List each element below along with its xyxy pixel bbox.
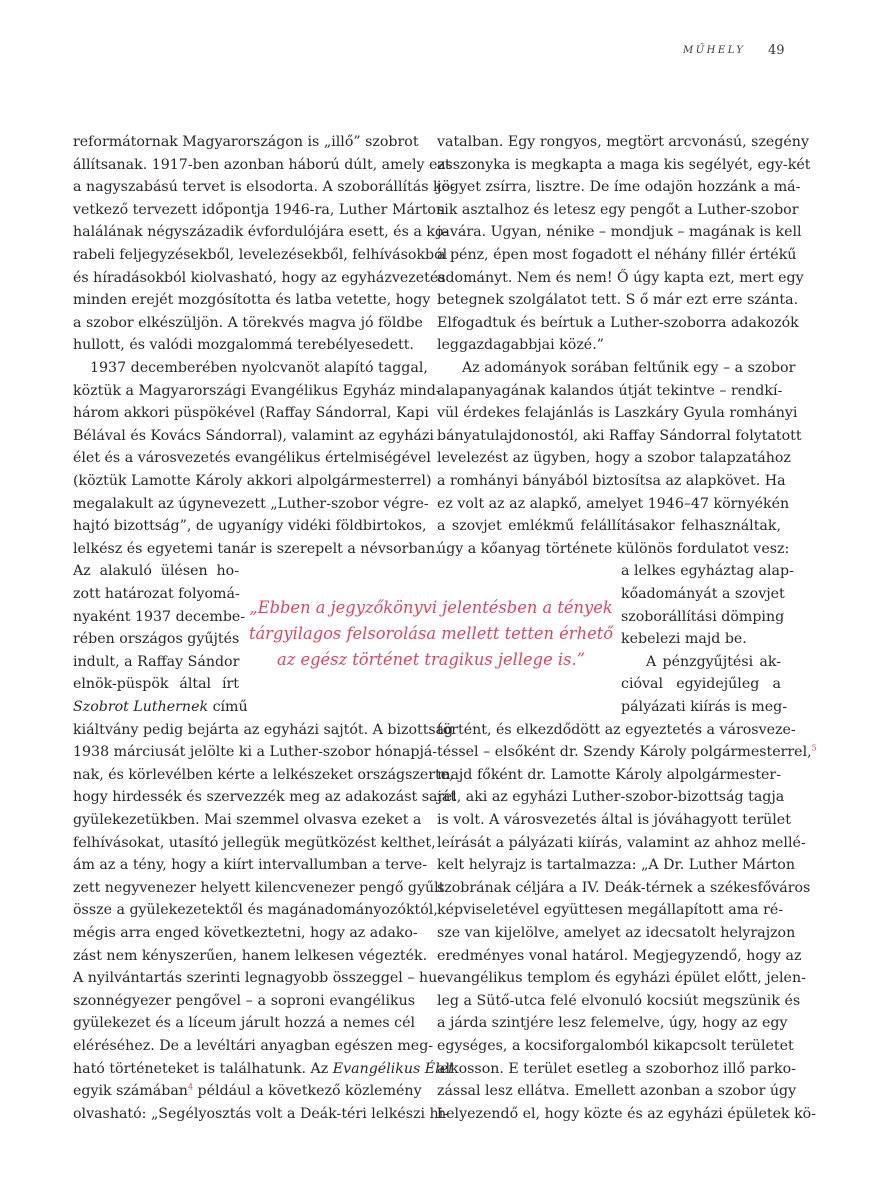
text-line: köztük a Magyarországi Evangélikus Egyház mind- [73, 382, 441, 399]
text-line: leg a Sütő-utca felé elvonuló kocsiút megszünik és [437, 992, 801, 1009]
text-line: rabeli feljegyzésekből, levelezésekből, felhívásokból [73, 247, 448, 263]
text-line: kőadományát a szovjet [621, 586, 785, 602]
text-line: felhívásokat, utasító jellegük megütközést kelthet, [73, 834, 436, 851]
page-number: 49 [768, 43, 785, 58]
text-line: képviseletével együttesen megállapított ama ré- [437, 902, 784, 919]
text-line: hajtó bizottság”, de ugyanígy vidéki földbirtokos, [73, 518, 427, 535]
text-line: 1938 márciusát jelölte ki a Luther-szobor hónapjá- [73, 744, 438, 761]
text-line: bányatulajdonostól, aki Raffay Sándorral folytatott [437, 427, 802, 444]
text-line: indult, a Raffay Sándor [73, 653, 240, 670]
text-line: pályázati kiírás is meg- [621, 699, 787, 715]
text-line: sze van kijelölve, amelyet az idecsatolt helyrajzon [437, 925, 796, 941]
text-line: szoborállítási dömping [621, 608, 785, 625]
text-line: jegyet zsírra, lisztre. De íme odajön hozzánk a má- [437, 179, 801, 196]
text-line: cióval egyidejűleg a [621, 676, 781, 693]
pull-quote-line: „Ebben a jegyzőkönyvi jelentésben a tények [249, 598, 613, 617]
text-line: betegnek szolgálatot tett. S ő már ezt erre szánta. [437, 292, 799, 309]
text-span: egyik számában [73, 1083, 188, 1100]
footnote-ref-4[interactable]: 4 [187, 1082, 194, 1092]
text-line: gyülekezet és a líceum járult hozzá a nemes cél [73, 1015, 416, 1032]
text-line: ám az a tény, hogy a kiírt intervallumban a terve- [73, 857, 428, 874]
journal-title: Evangélikus Élet [332, 1060, 454, 1077]
text-line: zett negyvenezer helyett kilencvenezer pengő gyűlt [73, 879, 445, 896]
paragraph-first-line: Az adományok sorában feltűnik egy – a szobor [462, 360, 796, 376]
text-line: evangélikus templom és egyházi épület előtt, jelen- [437, 970, 806, 987]
text-line: történt, és elkezdődött az egyeztetés a városveze- [437, 721, 796, 738]
text-line: is volt. A városvezetés által is jóváhagyott terület [437, 812, 791, 828]
text-span: például a következő közlemény [193, 1083, 422, 1100]
text-line: Az alakuló ülésen ho- [73, 563, 239, 580]
text-line: leírását a pályázati kiírás, valamint az ahhoz mellé- [437, 834, 806, 851]
text-line: alapanyagának kalandos útját tekintve – rendkí- [437, 382, 783, 399]
text-line: reformátornak Magyarországon is „illő” szobrot [73, 134, 419, 150]
text-line: vül érdekes felajánlás is Laszkáry Gyula romhányi [437, 405, 798, 422]
text-line: megalakult az úgynevezett „Luther-szobor végre- [73, 495, 429, 512]
text-line: olvasható: „Segélyosztás volt a Deák-téri lelkészi hi- [73, 1105, 449, 1122]
text-line: nak, és körlevélben kérte a lelkészeket országszerte, [73, 766, 454, 783]
text-line: minden erejét mozgósította és latba vetette, hogy [73, 292, 431, 309]
text-line: a lelkes egyháztag alap- [621, 563, 794, 580]
text-line: vatalban. Egy rongyos, megtört arcvonású, szegény [437, 134, 809, 150]
text-line: gyülekezetükben. Mai szemmel olvasva ezeket a [73, 812, 422, 828]
text-line: rel, aki az egyházi Luther-szobor-bizottság tagja [437, 789, 785, 806]
text-line [73, 696, 248, 719]
text-line [73, 1058, 454, 1081]
text-line: a pénz, épen most fogadott el néhány fillér értékű [437, 247, 797, 263]
section-name: MŰHELY [683, 45, 746, 56]
text-line: Elfogadtuk és beírtuk a Luther-szoborra adakozók [437, 314, 799, 331]
text-line: javára. Ugyan, nénike – mondjuk – magának is kell [437, 224, 802, 241]
pull-quote-line: az egész történet tragikus jellege is.” [277, 650, 585, 669]
pull-quote-line: tárgyilagos felsorolása mellett tetten érhető [248, 624, 614, 643]
text-line: alkosson. E terület esetleg a szoborhoz illő parko- [437, 1060, 796, 1077]
text-line: hogy hirdessék és szervezzék meg az adakozást saját [73, 789, 457, 806]
text-line: helyezendő el, hogy közte és az egyházi épületek kö- [437, 1105, 817, 1122]
text-line: rében országos gyűjtés [73, 631, 240, 648]
paragraph-first-line: 1937 decemberében nyolcvanöt alapító taggal, [90, 360, 428, 376]
text-line: hullott, és valódi mozgalommá terebélyesedett. [73, 337, 414, 354]
text-line: elnök-püspök által írt [73, 676, 239, 693]
text-line: eléréséhez. De a levéltári anyagban egészen meg- [73, 1038, 434, 1054]
pull-quote [243, 595, 619, 673]
text-line: (köztük Lamotte Károly akkori alpolgármesterrel) [73, 473, 432, 489]
text-line: egységes, a kocsiforgalomból kikapcsolt területet [437, 1038, 794, 1054]
text-line: szobrának céljára a IV. Deák-térnek a székesfőváros [437, 879, 811, 896]
text-span: téssel – elsőként dr. Szendy Károly polgármesterrel, [437, 744, 812, 761]
text-line: zást nem kényszerűen, hanem lelkesen végezték. [73, 947, 428, 964]
text-line: halálának négyszázadik évfordulójára esett, és a ko- [73, 224, 449, 241]
text-line: a járda szintjére lesz felemelve, úgy, hogy az egy [437, 1015, 788, 1032]
text-line: mégis arra enged következtetni, hogy az adako- [73, 925, 418, 941]
text-line: a nagyszabású tervet is elsodorta. A szoborállítás kö- [73, 179, 455, 196]
text-line [437, 741, 817, 764]
text-line: a romhányi bányából biztosítsa az alapkövet. Ha [437, 473, 786, 489]
text-line: asszonyka is megkapta a maga kis segélyét, egy-két [437, 156, 811, 173]
text-line: eredményes vonal határol. Megjegyzendő, hogy az [437, 947, 802, 964]
text-line: állítsanak. 1917-ben azonban háború dúlt, amely ezt [73, 156, 451, 173]
text-line: élet és a városvezetés evangélikus értelmiségével [73, 450, 431, 467]
text-line: három akkori püspökével (Raffay Sándorral, Kapi [73, 405, 429, 422]
text-span: ható történeteket is találhatunk. Az [73, 1060, 333, 1077]
text-line: a szobor elkészüljön. A törekvés magva jó földbe [73, 314, 423, 331]
text-line: adományt. Nem és nem! Ő úgy kapta ezt, mert egy [437, 269, 804, 286]
text-line: úgy a kőanyag története különös fordulatot vesz: [437, 540, 790, 557]
text-line: ez volt az az alapkő, amelyet 1946–47 környékén [437, 495, 790, 512]
text-line: vetkező tervezett időpontja 1946-ra, Luther Márton [73, 201, 446, 218]
text-line: kiáltvány pedig bejárta az egyházi sajtót. A bizottság [73, 721, 454, 738]
text-line: szonnégyezer pengővel – a soproni evangélikus [73, 992, 415, 1009]
book-title: Szobrot Luthernek [73, 699, 209, 715]
text-line: A nyilvántartás szerinti legnagyobb összeggel – hu- [73, 970, 443, 987]
text-line [73, 1080, 422, 1103]
text-line: levelezést az ügyben, hogy a szobor talapzatához [437, 450, 791, 467]
footnote-ref-5[interactable]: 5 [811, 743, 817, 753]
text-line: össze a gyülekezetektől és magánadományozóktól, [73, 902, 438, 919]
text-span: című [208, 699, 248, 715]
text-line: Bélával és Kovács Sándorral), valamint az egyházi [73, 427, 434, 444]
text-line: a szovjet emlékmű felállításakor felhasználtak, [437, 518, 781, 535]
text-line: zással lesz ellátva. Emellett azonban a szobor úgy [437, 1083, 797, 1100]
text-line: lelkész és egyetemi tanár is szerepelt a névsorban. [73, 540, 440, 557]
running-header [0, 42, 880, 62]
text-line: majd főként dr. Lamotte Károly alpolgármester- [437, 766, 781, 783]
text-line: sik asztalhoz és letesz egy pengőt a Luther-szobor [437, 201, 799, 218]
text-line: kelt helyrajz is tartalmazza: „A Dr. Luther Márton [437, 857, 795, 874]
text-line: és híradásokból kiolvasható, hogy az egyházvezetés [73, 269, 446, 286]
text-line: nyaként 1937 decembe- [73, 608, 246, 625]
text-line: zott határozat folyomá- [73, 586, 240, 602]
text-line: leggazdagabbjai közé.” [437, 337, 604, 354]
paragraph-first-line: A pénzgyűjtési ak- [646, 653, 781, 670]
text-line: kebelezi majd be. [621, 631, 747, 648]
